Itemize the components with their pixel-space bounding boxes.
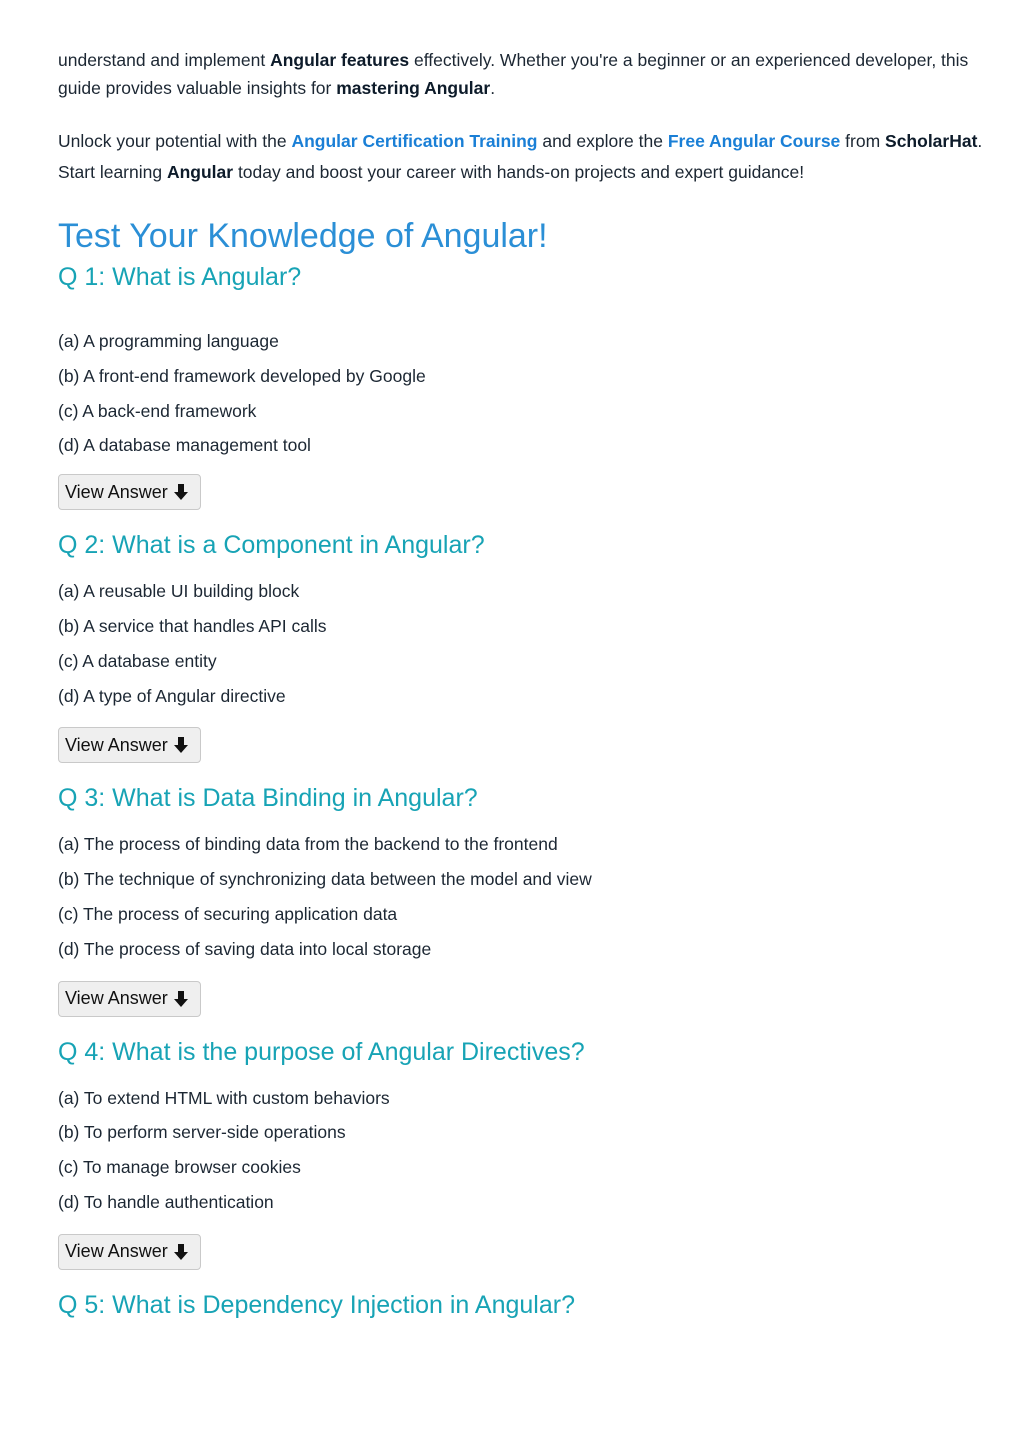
answer-option: (a) To extend HTML with custom behaviors <box>58 1087 390 1108</box>
arrow-down-icon <box>174 1244 188 1260</box>
answer-option: (d) A type of Angular directive <box>58 685 286 706</box>
promo-paragraph <box>58 126 988 188</box>
bold-scholarhat: ScholarHat <box>885 131 978 151</box>
view-answer-button[interactable] <box>58 474 201 510</box>
bold-angular-features: Angular features <box>270 50 410 70</box>
question-title: Q 4: What is the purpose of Angular Directives? <box>58 1037 585 1066</box>
answer-option: (b) To perform server-side operations <box>58 1122 346 1143</box>
question-title: Q 1: What is Angular? <box>58 263 302 291</box>
view-answer-label: View Answer <box>65 1241 168 1262</box>
view-answer-label: View Answer <box>65 734 168 755</box>
question-block-1 <box>58 260 988 510</box>
arrow-down-icon <box>174 991 188 1007</box>
text-segment: from <box>840 131 886 151</box>
answer-option: (a) The process of binding data from the backend to the frontend <box>58 834 558 855</box>
angular-certification-link[interactable]: Angular Certification Training <box>291 131 538 151</box>
arrow-down-icon <box>174 737 188 753</box>
view-answer-button[interactable] <box>58 1234 201 1270</box>
question-block-4 <box>58 1035 988 1270</box>
answer-option: (b) A service that handles API calls <box>58 615 327 636</box>
question-title: Q 5: What is Dependency Injection in Angular? <box>58 1290 575 1319</box>
answer-option: (d) The process of saving data into local storage <box>58 938 432 959</box>
text-segment: and explore the <box>537 131 668 151</box>
view-answer-button[interactable] <box>58 981 201 1017</box>
view-answer-button[interactable] <box>58 727 201 763</box>
answer-option: (c) A back-end framework <box>58 400 257 421</box>
answer-option: (d) A database management tool <box>58 435 311 456</box>
question-title: Q 3: What is Data Binding in Angular? <box>58 784 478 813</box>
answer-option: (b) The technique of synchronizing data between the model and view <box>58 869 592 890</box>
free-angular-course-link[interactable]: Free Angular Course <box>667 131 841 151</box>
question-title: Q 2: What is a Component in Angular? <box>58 531 485 560</box>
text-segment: today and boost your career with hands-on projects and expert guidance! <box>233 162 805 182</box>
answer-option: (a) A reusable UI building block <box>58 581 300 602</box>
text-segment: . <box>490 78 496 98</box>
answer-option: (c) A database entity <box>58 650 217 671</box>
view-answer-label: View Answer <box>65 988 168 1009</box>
intro-paragraph <box>58 46 988 102</box>
text-segment: understand and implement <box>58 50 271 70</box>
answer-option: (c) The process of securing application data <box>58 903 398 924</box>
arrow-down-icon <box>174 484 188 500</box>
text-segment: Unlock your potential with the <box>58 131 292 151</box>
article-content <box>58 46 988 1334</box>
view-answer-label: View Answer <box>65 481 168 502</box>
answer-option: (a) A programming language <box>58 331 279 351</box>
answer-option: (b) A front-end framework developed by Google <box>58 365 426 386</box>
answer-option: (c) To manage browser cookies <box>58 1157 301 1178</box>
quiz-section-title: Test Your Knowledge of Angular! <box>58 217 548 255</box>
answer-option: (d) To handle authentication <box>58 1191 274 1212</box>
bold-mastering-angular: mastering Angular <box>336 78 491 98</box>
text-segment: effectively. Whether you're a beginner or an experienced developer, this guide provides valuable insights for <box>58 50 969 98</box>
question-block-2 <box>58 528 988 763</box>
bold-angular: Angular <box>166 162 234 182</box>
question-block-3 <box>58 781 988 1016</box>
question-block-5 <box>58 1288 988 1322</box>
text-segment: . Start learning <box>58 131 983 182</box>
